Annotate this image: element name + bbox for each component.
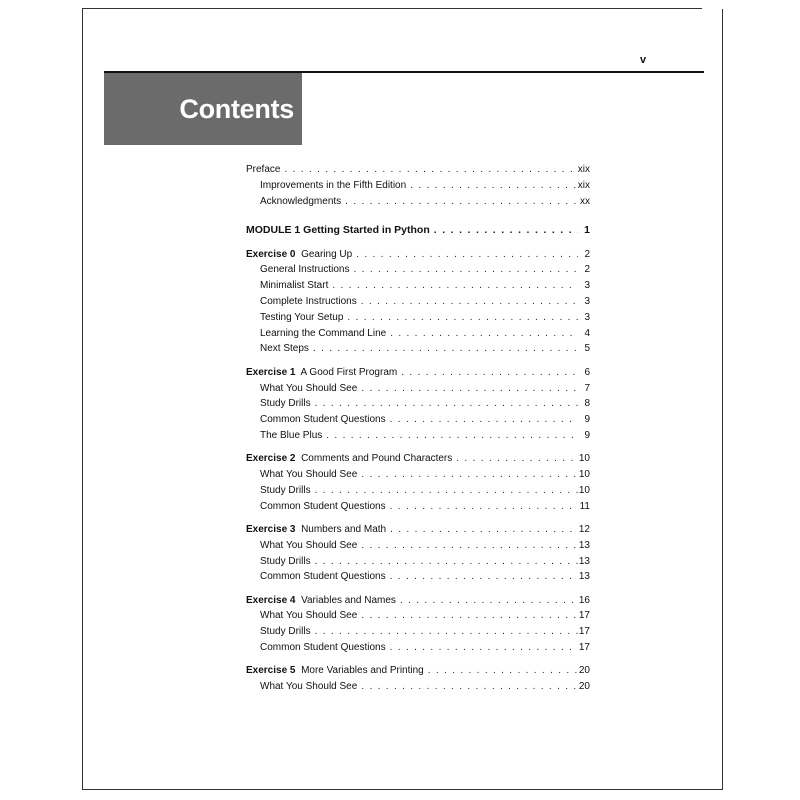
toc-subentry[interactable] bbox=[246, 262, 590, 278]
exercise-number: Exercise 2 bbox=[246, 453, 296, 465]
page-corner bbox=[702, 7, 724, 9]
toc-page: 17 bbox=[578, 610, 590, 622]
exercise-number: Exercise 3 bbox=[246, 523, 296, 535]
leader-dots bbox=[406, 178, 578, 194]
toc-page: 4 bbox=[584, 327, 590, 339]
toc-subentry[interactable] bbox=[246, 640, 590, 656]
toc-subentry[interactable] bbox=[246, 554, 590, 570]
leader-dots bbox=[311, 624, 578, 640]
toc-subentry[interactable] bbox=[246, 381, 590, 397]
toc-label: Common Student Questions bbox=[260, 414, 386, 426]
leader-dots bbox=[311, 554, 578, 570]
toc-entry-exercise-5[interactable] bbox=[246, 663, 590, 679]
leader-dots bbox=[357, 608, 578, 624]
leader-dots bbox=[396, 593, 578, 609]
table-of-contents bbox=[246, 162, 590, 695]
toc-label: Minimalist Start bbox=[260, 280, 329, 292]
toc-label: What You Should See bbox=[260, 469, 358, 481]
toc-page: 17 bbox=[578, 626, 590, 638]
toc-subentry[interactable] bbox=[246, 412, 590, 428]
toc-page: 2 bbox=[584, 264, 590, 276]
toc-label: Study Drills bbox=[260, 555, 311, 567]
exercise-number: Exercise 5 bbox=[246, 665, 296, 677]
toc-label: Testing Your Setup bbox=[260, 311, 344, 323]
toc-page: 17 bbox=[578, 642, 590, 654]
title-banner bbox=[104, 73, 302, 145]
toc-label: Study Drills bbox=[260, 484, 311, 496]
toc-subentry[interactable] bbox=[246, 483, 590, 499]
toc-entry-preface[interactable] bbox=[246, 162, 590, 178]
toc-page: 13 bbox=[578, 555, 590, 567]
toc-entry-exercise-0[interactable] bbox=[246, 247, 590, 263]
toc-label bbox=[246, 522, 386, 538]
toc-page: 13 bbox=[578, 571, 590, 583]
toc-subentry[interactable] bbox=[246, 396, 590, 412]
toc-label: The Blue Plus bbox=[260, 429, 323, 441]
exercise-number: Exercise 4 bbox=[246, 594, 296, 606]
toc-page: xx bbox=[580, 195, 590, 207]
leader-dots bbox=[328, 278, 578, 294]
exercise-name: Variables and Names bbox=[301, 594, 396, 606]
toc-entry-acknowledgments[interactable] bbox=[246, 194, 590, 210]
toc-label: Study Drills bbox=[260, 626, 311, 638]
leader-dots bbox=[386, 412, 578, 428]
toc-entry-exercise-1[interactable] bbox=[246, 365, 590, 381]
toc-page: 3 bbox=[584, 296, 590, 308]
toc-label: Preface bbox=[246, 164, 281, 175]
toc-entry-improvements[interactable] bbox=[246, 178, 590, 194]
leader-dots bbox=[322, 428, 578, 444]
toc-page: 5 bbox=[584, 343, 590, 355]
leader-dots bbox=[386, 640, 578, 656]
leader-dots bbox=[280, 162, 577, 178]
page-number: v bbox=[640, 54, 647, 66]
exercise-name: Comments and Pound Characters bbox=[301, 453, 453, 465]
exercise-number: Exercise 0 bbox=[246, 248, 296, 260]
leader-dots bbox=[357, 294, 578, 310]
leader-dots bbox=[386, 522, 578, 538]
toc-label: MODULE 1 Getting Started in Python bbox=[246, 224, 430, 237]
toc-label: What You Should See bbox=[260, 681, 358, 693]
toc-page: xix bbox=[577, 179, 590, 191]
toc-label: Acknowledgments bbox=[260, 195, 342, 207]
toc-subentry[interactable] bbox=[246, 679, 590, 695]
exercise-number: Exercise 1 bbox=[246, 366, 296, 378]
toc-page: 11 bbox=[579, 500, 590, 512]
toc-label: Study Drills bbox=[260, 398, 311, 410]
toc-subentry[interactable] bbox=[246, 341, 590, 357]
toc-subentry[interactable] bbox=[246, 467, 590, 483]
toc-page: 3 bbox=[584, 280, 590, 292]
toc-page: 9 bbox=[584, 414, 590, 426]
toc-page: 8 bbox=[584, 398, 590, 410]
toc-page: 3 bbox=[584, 311, 590, 323]
leader-dots bbox=[357, 467, 578, 483]
leader-dots bbox=[386, 499, 578, 515]
exercise-name: A Good First Program bbox=[300, 366, 398, 378]
toc-page: 12 bbox=[578, 523, 590, 535]
toc-page: 10 bbox=[578, 469, 590, 481]
toc-subentry[interactable] bbox=[246, 624, 590, 640]
toc-label bbox=[246, 451, 452, 467]
toc-label: Learning the Command Line bbox=[260, 327, 387, 339]
toc-label: General Instructions bbox=[260, 264, 350, 276]
exercise-name: Numbers and Math bbox=[301, 523, 387, 535]
leader-dots bbox=[430, 223, 578, 239]
toc-label: Improvements in the Fifth Edition bbox=[260, 179, 407, 191]
leader-dots bbox=[357, 679, 578, 695]
toc-entry-module-1[interactable] bbox=[246, 223, 590, 239]
toc-page: 20 bbox=[578, 681, 590, 693]
toc-entry-exercise-4[interactable] bbox=[246, 593, 590, 609]
leader-dots bbox=[341, 194, 578, 210]
page-title: Contents bbox=[179, 94, 294, 124]
toc-label: Complete Instructions bbox=[260, 296, 357, 308]
leader-dots bbox=[452, 451, 578, 467]
toc-subentry[interactable] bbox=[246, 538, 590, 554]
toc-page: 16 bbox=[578, 594, 590, 606]
toc-page: 6 bbox=[584, 366, 590, 378]
toc-label: Common Student Questions bbox=[260, 642, 386, 654]
leader-dots bbox=[397, 365, 578, 381]
toc-page: 10 bbox=[578, 453, 590, 465]
toc-page: 2 bbox=[584, 248, 590, 260]
leader-dots bbox=[386, 326, 578, 342]
toc-label: Common Student Questions bbox=[260, 500, 386, 512]
leader-dots bbox=[309, 341, 578, 357]
toc-page: 1 bbox=[584, 224, 590, 237]
toc-subentry[interactable] bbox=[246, 428, 590, 444]
leader-dots bbox=[350, 262, 579, 278]
leader-dots bbox=[311, 396, 578, 412]
toc-label bbox=[246, 593, 396, 609]
toc-entry-exercise-2[interactable] bbox=[246, 451, 590, 467]
toc-label bbox=[246, 663, 424, 679]
toc-label bbox=[246, 365, 397, 381]
toc-page: 13 bbox=[578, 539, 590, 551]
toc-subentry[interactable] bbox=[246, 326, 590, 342]
toc-subentry[interactable] bbox=[246, 569, 590, 585]
leader-dots bbox=[343, 310, 578, 326]
toc-entry-exercise-3[interactable] bbox=[246, 522, 590, 538]
exercise-name: More Variables and Printing bbox=[301, 665, 424, 677]
exercise-name: Gearing Up bbox=[301, 248, 353, 260]
toc-page: xix bbox=[577, 164, 590, 175]
toc-label: Next Steps bbox=[260, 343, 309, 355]
leader-dots bbox=[352, 247, 578, 263]
toc-subentry[interactable] bbox=[246, 278, 590, 294]
leader-dots bbox=[357, 381, 578, 397]
toc-subentry[interactable] bbox=[246, 608, 590, 624]
toc-label: What You Should See bbox=[260, 382, 358, 394]
toc-page: 10 bbox=[578, 484, 590, 496]
toc-page: 7 bbox=[584, 382, 590, 394]
toc-label: What You Should See bbox=[260, 610, 358, 622]
leader-dots bbox=[424, 663, 578, 679]
toc-subentry[interactable] bbox=[246, 294, 590, 310]
leader-dots bbox=[311, 483, 578, 499]
leader-dots bbox=[386, 569, 578, 585]
toc-label: What You Should See bbox=[260, 539, 358, 551]
toc-subentry[interactable] bbox=[246, 310, 590, 326]
toc-subentry[interactable] bbox=[246, 499, 590, 515]
toc-label: Common Student Questions bbox=[260, 571, 386, 583]
leader-dots bbox=[357, 538, 578, 554]
toc-page: 9 bbox=[584, 429, 590, 441]
toc-page: 20 bbox=[578, 665, 590, 677]
toc-label bbox=[246, 247, 352, 263]
